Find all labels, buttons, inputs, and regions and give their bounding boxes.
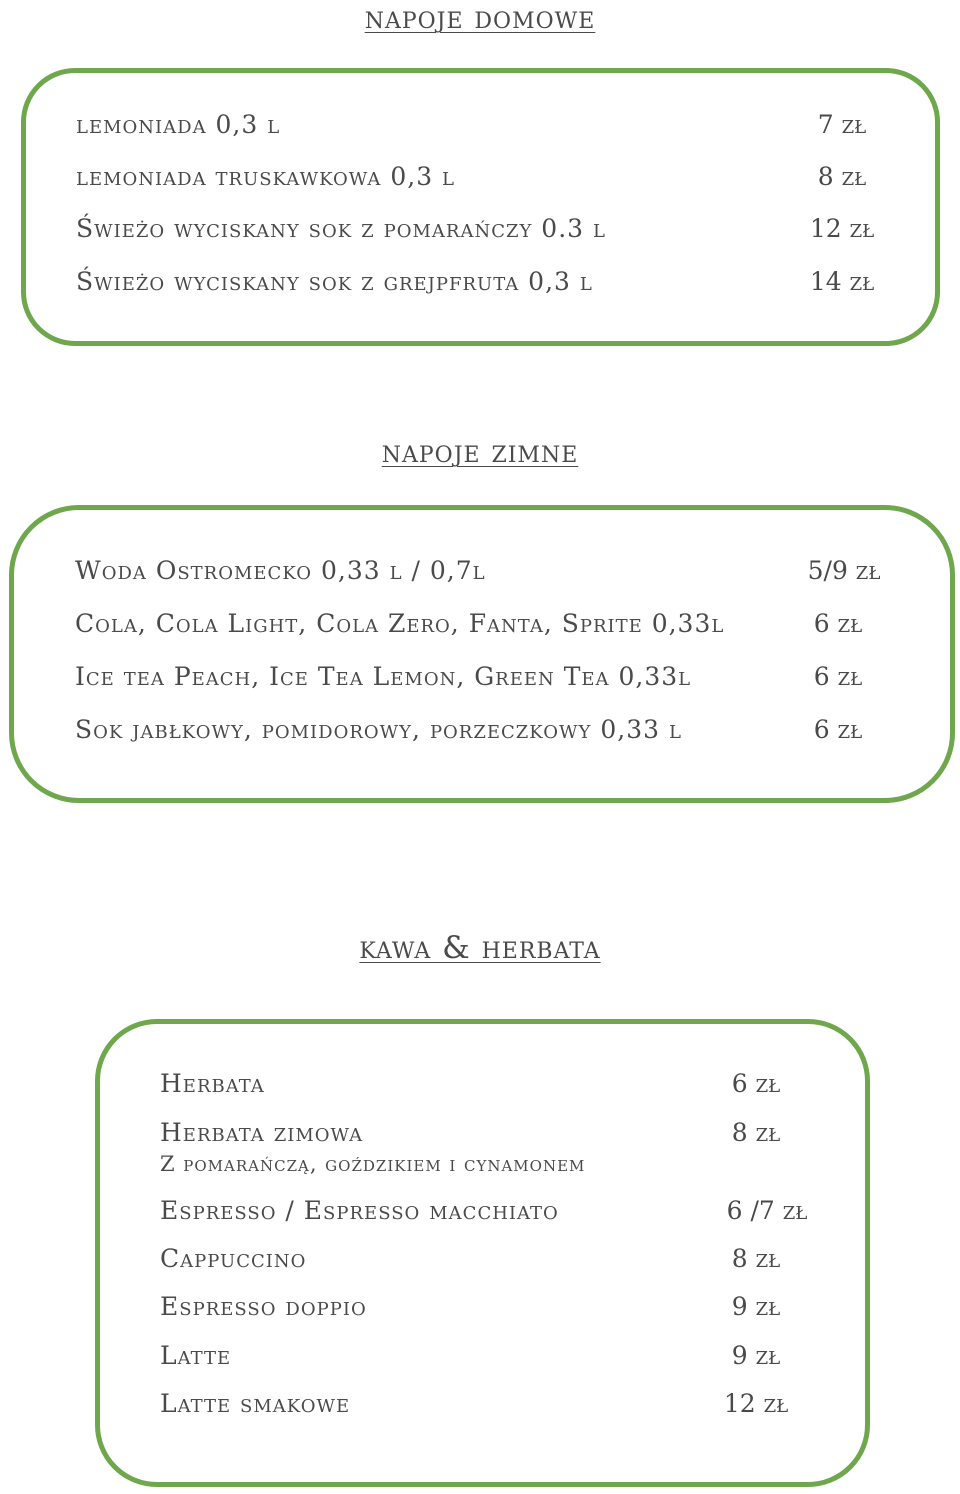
menu-item-name: Sok jabłkowy, pomidorowy, porzeczkowy 0,33 l — [75, 715, 682, 744]
menu-item-name: Świeżo wyciskany sok z grejpfruta 0,3 l — [76, 267, 593, 296]
menu-item-price: 8 zł — [731, 1118, 781, 1147]
menu-item-price: 8 zł — [817, 162, 867, 191]
menu-item-price: 6 zł — [813, 715, 863, 744]
menu-item-description: Z pomarańczą, goździkiem i cynamonem — [160, 1152, 586, 1176]
section-title-napoje-domowe: napoje domowe — [364, 0, 596, 36]
menu-item-name: lemoniada truskawkowa 0,3 l — [76, 162, 455, 191]
menu-item-name: Latte smakowe — [160, 1389, 351, 1418]
menu-item-price: 6 zł — [731, 1069, 781, 1098]
menu-item-name: Świeżo wyciskany sok z pomarańczy 0.3 l — [76, 214, 606, 243]
menu-item-name: Ice tea Peach, Ice Tea Lemon, Green Tea 0,33l — [75, 662, 692, 691]
menu-item-name: Herbata zimowa — [160, 1118, 364, 1147]
section-title-kawa-herbata: kawa & herbata — [359, 930, 601, 966]
menu-item-price: 12 zł — [809, 214, 875, 243]
menu-item-name: Woda Ostromecko 0,33 l / 0,7l — [75, 556, 486, 585]
menu-item-price: 9 zł — [731, 1292, 781, 1321]
menu-item-name: Espresso / Espresso macchiato — [160, 1196, 559, 1225]
menu-item-price: 6 zł — [813, 662, 863, 691]
menu-item-price: 6 /7 zł — [726, 1196, 808, 1225]
section-title-napoje-zimne: napoje zimne — [381, 434, 579, 470]
menu-item-price: 7 zł — [817, 110, 867, 139]
menu-item-price: 14 zł — [809, 267, 875, 296]
menu-item-name: lemoniada 0,3 l — [76, 110, 281, 139]
menu-item-price: 12 zł — [723, 1389, 789, 1418]
menu-item-price: 8 zł — [731, 1244, 781, 1273]
menu-item-name: Latte — [160, 1341, 232, 1370]
menu-frame-napoje-zimne — [9, 505, 955, 803]
menu-item-price: 6 zł — [813, 609, 863, 638]
menu-item-price: 5/9 zł — [807, 556, 881, 585]
menu-item-name: Herbata — [160, 1069, 265, 1098]
menu-item-name: Cappuccino — [160, 1244, 307, 1273]
menu-item-name: Espresso doppio — [160, 1292, 367, 1321]
menu-item-name: Cola, Cola Light, Cola Zero, Fanta, Sprite 0,33l — [75, 609, 725, 638]
menu-item-price: 9 zł — [731, 1341, 781, 1370]
